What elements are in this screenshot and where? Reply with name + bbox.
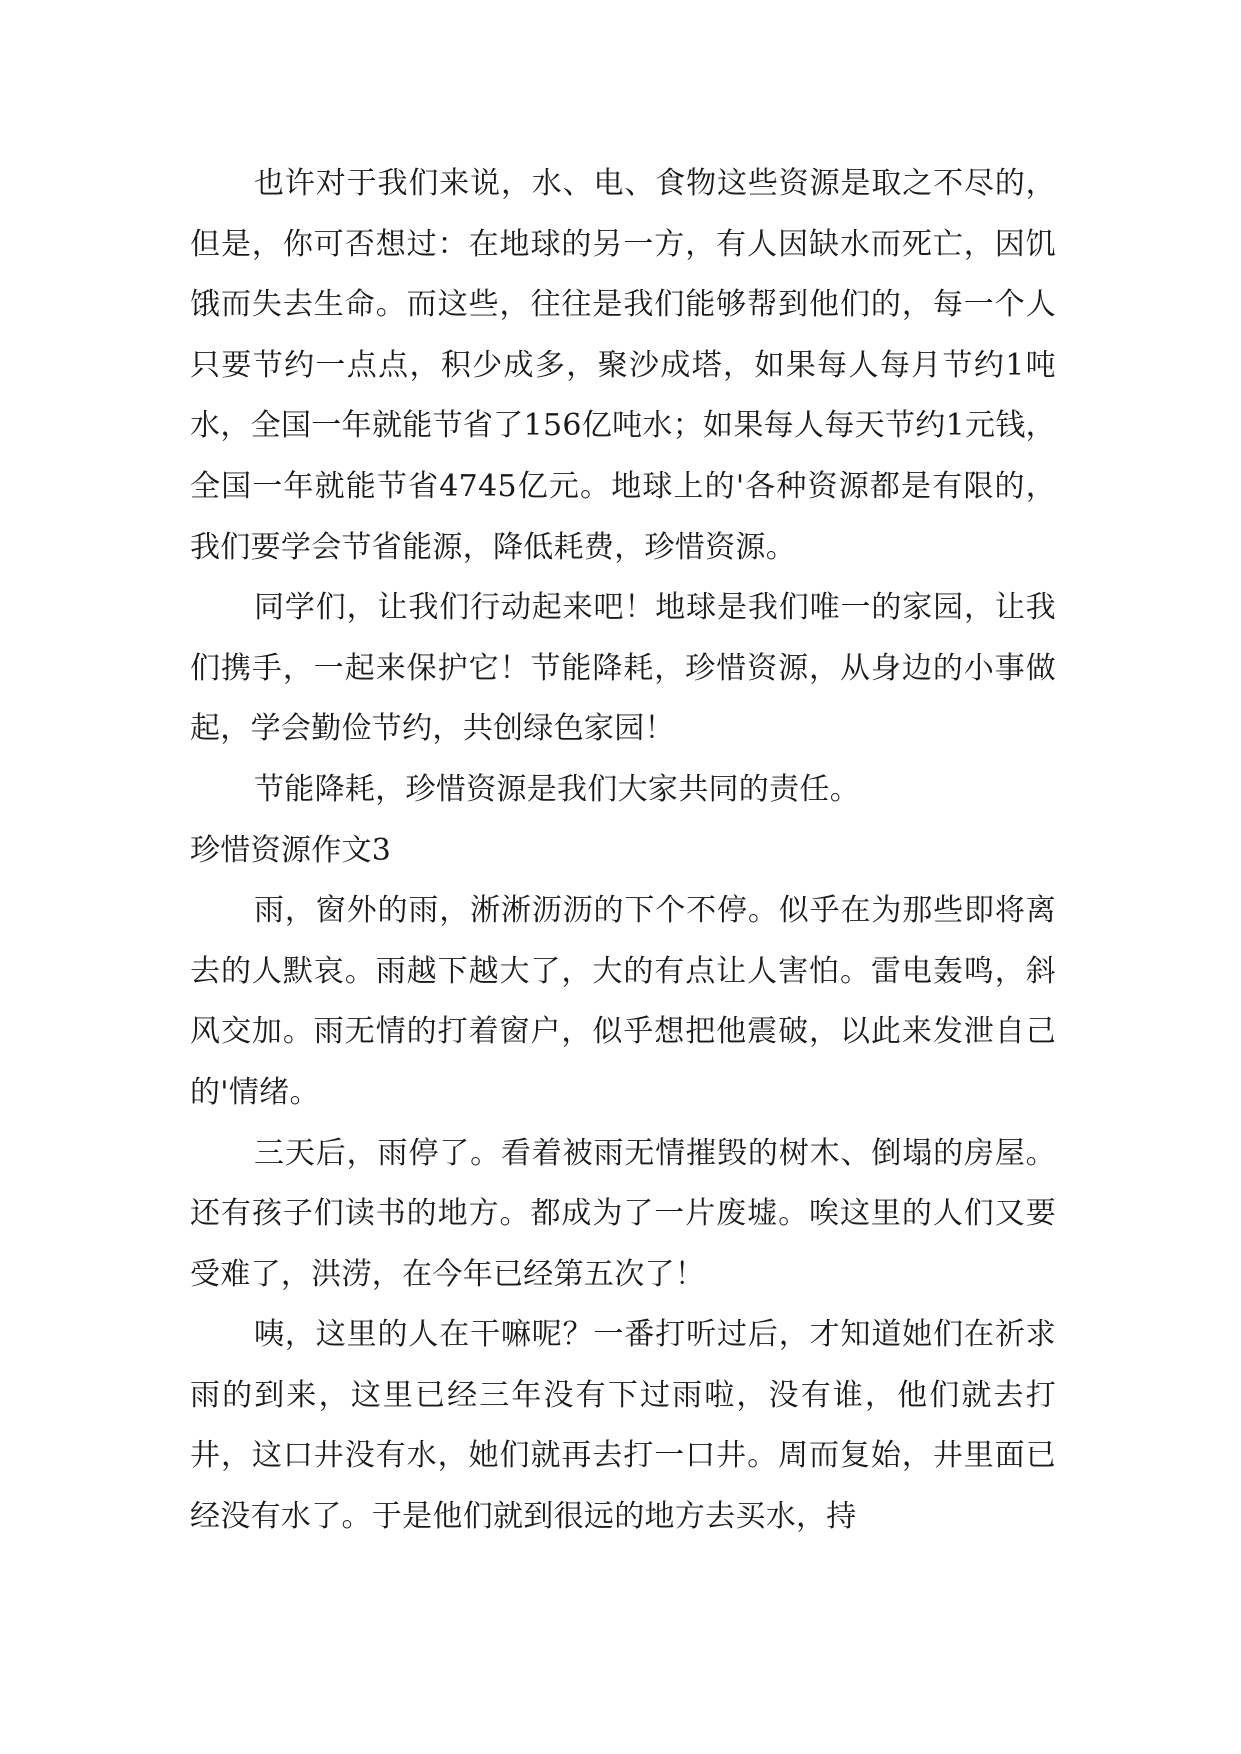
- paragraph-after-rain: 三天后，雨停了。看着被雨无情摧毁的树木、倒塌的房屋。还有孩子们读书的地方。都成为了一片废墟。唉这里的人们又要受难了，洪涝，在今年已经第五次了！: [190, 1135, 1056, 1292]
- paragraph-responsibility: 节能降耗，珍惜资源是我们大家共同的责任。: [254, 771, 860, 807]
- section-title: 珍惜资源作文3: [190, 832, 392, 868]
- document-body: [190, 154, 1056, 1548]
- paragraph-rain: 雨，窗外的雨，淅淅沥沥的下个不停。似乎在为那些即将离去的人默哀。雨越下越大了，大的有点让人害怕。雷电轰鸣，斜风交加。雨无情的打着窗户，似乎想把他震破，以此来发泄自己的'情绪。: [190, 893, 1056, 1110]
- paragraph-resources: 也许对于我们来说，水、电、食物这些资源是取之不尽的，但是，你可否想过：在地球的另一方，有人因缺水而死亡，因饥饿而失去生命。而这些，往往是我们能够帮到他们的，每一个人只要节约一点点，积少成多，聚沙成塔，如果每人每月节约1吨水，全国一年就能节省了156亿吨水；如果每人每天节约1元钱，全国一年就能节省4745亿元。地球上的'各种资源都是有限的，我们要学会节省能源，降低耗费，珍惜资源。: [190, 166, 1056, 565]
- paragraph-praying-for-rain: 咦，这里的人在干嘛呢？一番打听过后，才知道她们在祈求雨的到来，这里已经三年没有下过雨啦，没有谁，他们就去打井，这口井没有水，她们就再去打一口井。周而复始，井里面已经没有水了。于是他们就到很远的地方去买水，持: [190, 1317, 1056, 1535]
- paragraph-call-to-action: 同学们，让我们行动起来吧！地球是我们唯一的家园，让我们携手，一起来保护它！节能降耗，珍惜资源，从身边的小事做起，学会勤俭节约，共创绿色家园！: [190, 590, 1056, 747]
